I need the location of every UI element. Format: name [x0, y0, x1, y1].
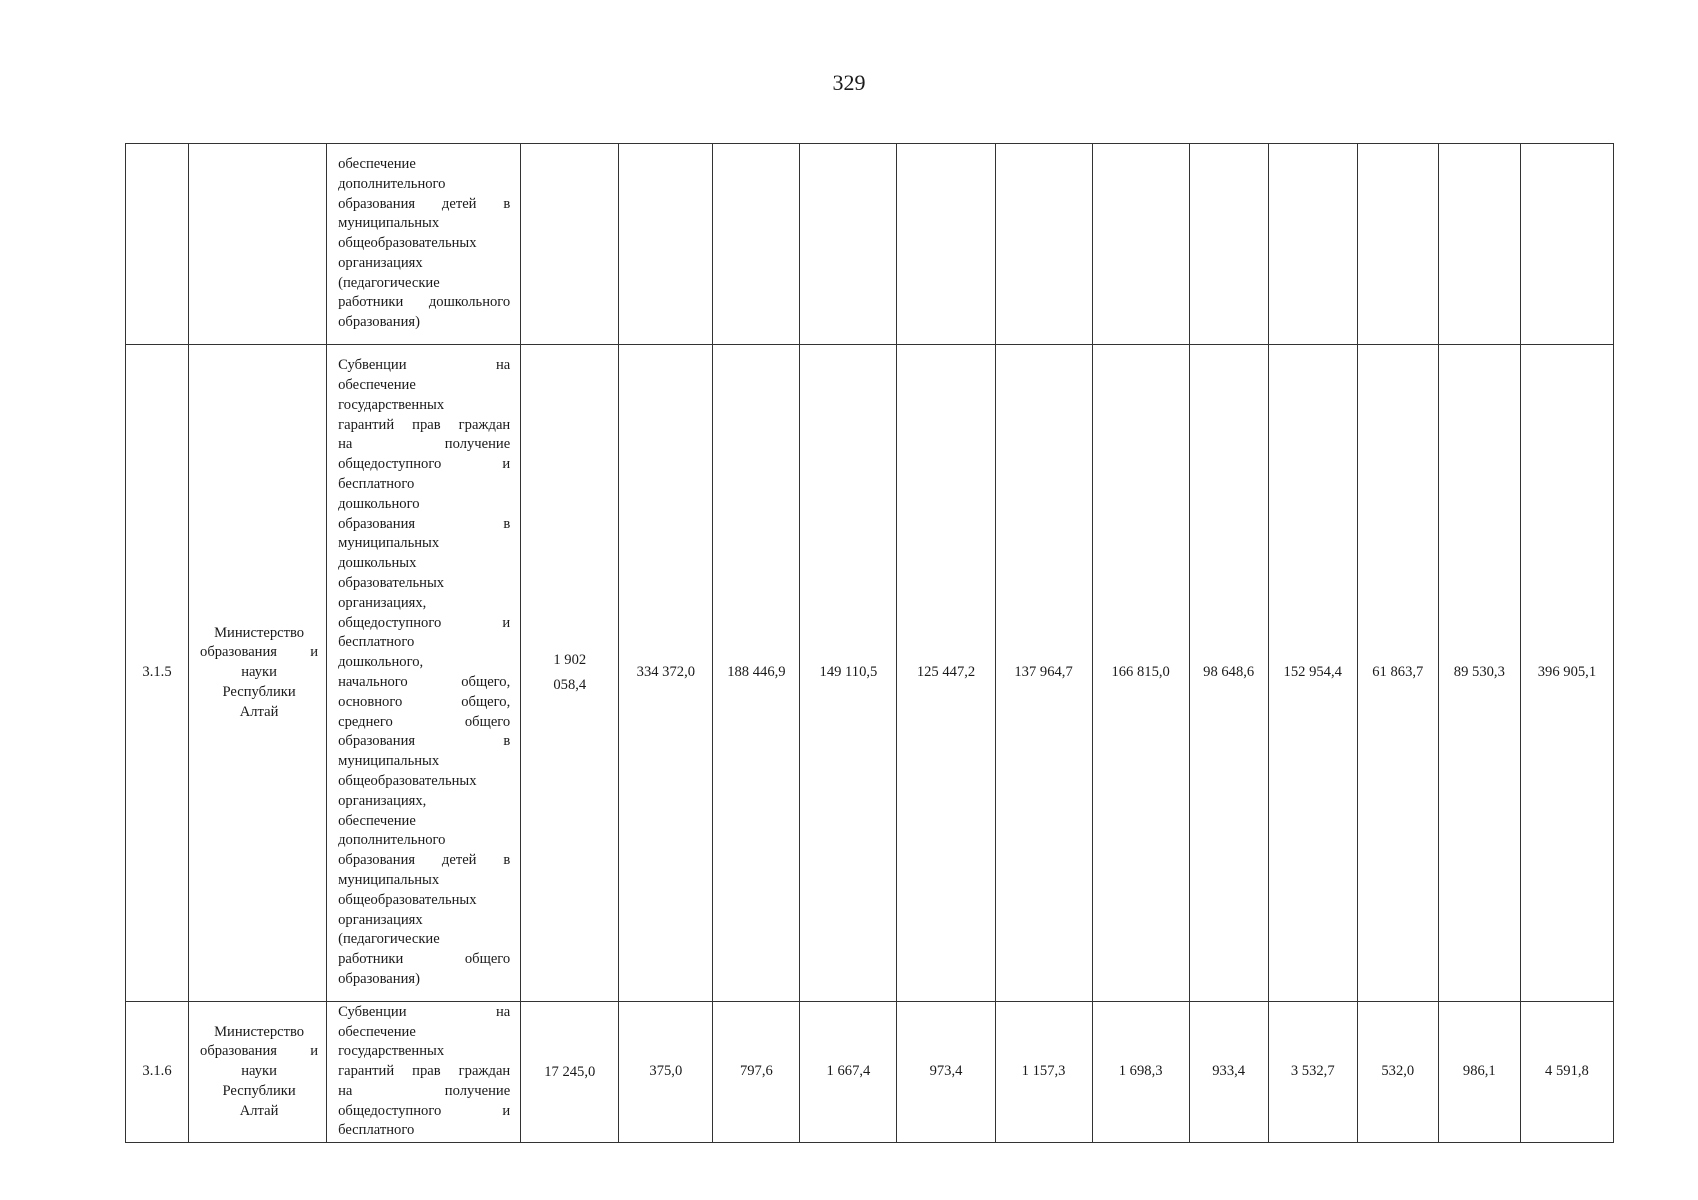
description-line: дополнительного	[338, 832, 446, 849]
amount-cell	[1092, 144, 1189, 345]
amount-cell	[1357, 144, 1438, 345]
amount-cell: 375,0	[619, 1002, 713, 1143]
table-body	[126, 144, 1614, 1143]
description-line: образования)	[338, 970, 420, 987]
total-amount-cell	[521, 1002, 619, 1143]
organization-line: Республики	[222, 1082, 296, 1099]
description-line: муниципальных	[338, 535, 440, 552]
organization-line: Министерство	[214, 624, 305, 641]
description-line: общедоступного и	[338, 1102, 511, 1119]
amount-cell	[897, 144, 995, 345]
description-line: на получение	[338, 436, 511, 453]
description-line: образования)	[338, 314, 420, 331]
amount-cell: 933,4	[1189, 1002, 1268, 1143]
amount-cell: 166 815,0	[1092, 345, 1189, 1002]
description-line: организациях	[338, 911, 423, 928]
organization-line: Алтай	[239, 1102, 279, 1119]
description-line: начального общего,	[338, 674, 511, 690]
description-line: обеспечение	[338, 155, 416, 172]
description-cell	[327, 1002, 521, 1143]
description-line: организациях,	[338, 792, 427, 809]
amount-cell: 61 863,7	[1357, 345, 1438, 1002]
description-line: организациях	[338, 254, 423, 271]
table-row	[126, 144, 1614, 345]
organization-cell	[189, 1002, 327, 1143]
amount-cell	[800, 144, 897, 345]
amount-cell: 89 530,3	[1438, 345, 1520, 1002]
organization-cell	[189, 345, 327, 1002]
description-cell	[327, 345, 521, 1002]
organization-line: образования и	[200, 644, 319, 661]
table-row	[126, 1002, 1614, 1143]
amount-cell	[1520, 144, 1613, 345]
description-line: образовательных	[338, 575, 445, 592]
amount-cell	[713, 144, 800, 345]
organization-line: образования и	[200, 1043, 319, 1060]
description-line: образования в	[338, 515, 511, 532]
description-line: дошкольного	[338, 495, 420, 512]
total-amount-cell	[521, 345, 619, 1002]
description-line: Субвенции на	[338, 1003, 511, 1020]
amount-cell: 1 698,3	[1092, 1002, 1189, 1143]
description-line: основного общего,	[338, 693, 511, 710]
description-line: образования в	[338, 733, 511, 750]
amount-cell: 188 446,9	[713, 345, 800, 1002]
description-line: образования детей в	[338, 852, 511, 869]
budget-table	[125, 143, 1614, 1143]
description-line: муниципальных	[338, 753, 440, 770]
description-line: (педагогические	[338, 274, 440, 291]
amount-cell: 152 954,4	[1268, 345, 1357, 1002]
table-row	[126, 345, 1614, 1002]
organization-line: Алтай	[239, 703, 279, 720]
amount-cell: 797,6	[713, 1002, 800, 1143]
amount-cell	[995, 144, 1092, 345]
description-line: гарантий прав граждан	[338, 1063, 511, 1080]
amount-cell: 98 648,6	[1189, 345, 1268, 1002]
description-line: образования детей в	[338, 195, 511, 212]
amount-cell: 4 591,8	[1520, 1002, 1613, 1143]
description-line: бесплатного	[338, 634, 415, 651]
total-amount-line: 1 902	[553, 652, 587, 668]
description-line: муниципальных	[338, 215, 440, 232]
description-line: обеспечение	[338, 377, 416, 394]
amount-cell: 532,0	[1357, 1002, 1438, 1143]
row-number-cell: 3.1.5	[126, 345, 189, 1002]
description-line: общеобразовательных	[338, 891, 477, 908]
description-line: общеобразовательных	[338, 772, 477, 789]
total-amount-cell	[521, 144, 619, 345]
description-line: гарантий прав граждан	[338, 416, 511, 433]
description-line: общедоступного и	[338, 614, 511, 631]
organization-line: Республики	[222, 683, 296, 700]
description-line: работники дошкольного	[338, 294, 511, 311]
description-line: дошкольных	[338, 555, 417, 572]
amount-cell	[1268, 144, 1357, 345]
amount-cell: 396 905,1	[1520, 345, 1613, 1002]
description-line: среднего общего	[338, 713, 511, 730]
organization-cell	[189, 144, 327, 345]
description-line: обеспечение	[338, 1023, 416, 1040]
organization-line: Министерство	[214, 1023, 305, 1040]
amount-cell: 149 110,5	[800, 345, 897, 1002]
amount-cell	[1189, 144, 1268, 345]
amount-cell: 973,4	[897, 1002, 995, 1143]
description-line: Субвенции на	[338, 357, 511, 374]
description-line: муниципальных	[338, 871, 440, 888]
amount-cell: 1 157,3	[995, 1002, 1092, 1143]
description-line: на получение	[338, 1082, 511, 1099]
amount-cell: 1 667,4	[800, 1002, 897, 1143]
total-amount-line: 17 245,0	[544, 1063, 596, 1080]
description-line: дополнительного	[338, 175, 446, 192]
row-number-cell	[126, 144, 189, 345]
description-cell	[327, 144, 521, 345]
description-line: работники общего	[338, 951, 511, 968]
description-line: государственных	[338, 1043, 445, 1060]
amount-cell: 137 964,7	[995, 345, 1092, 1002]
amount-cell	[1438, 144, 1520, 345]
description-line: бесплатного	[338, 476, 415, 493]
description-line: обеспечение	[338, 812, 416, 829]
total-amount-line: 058,4	[553, 677, 587, 693]
amount-cell: 125 447,2	[897, 345, 995, 1002]
description-line: дошкольного,	[338, 654, 424, 671]
page-number: 329	[832, 70, 866, 95]
row-number-cell: 3.1.6	[126, 1002, 189, 1143]
amount-cell: 334 372,0	[619, 345, 713, 1002]
description-line: организациях,	[338, 594, 427, 611]
amount-cell: 986,1	[1438, 1002, 1520, 1143]
amount-cell	[619, 144, 713, 345]
organization-line: науки	[241, 664, 277, 681]
description-line: государственных	[338, 396, 445, 413]
amount-cell: 3 532,7	[1268, 1002, 1357, 1143]
description-line: общеобразовательных	[338, 235, 477, 252]
organization-line: науки	[241, 1063, 277, 1080]
description-line: общедоступного и	[338, 456, 511, 473]
description-line: бесплатного	[338, 1122, 415, 1139]
description-line: (педагогические	[338, 931, 440, 948]
